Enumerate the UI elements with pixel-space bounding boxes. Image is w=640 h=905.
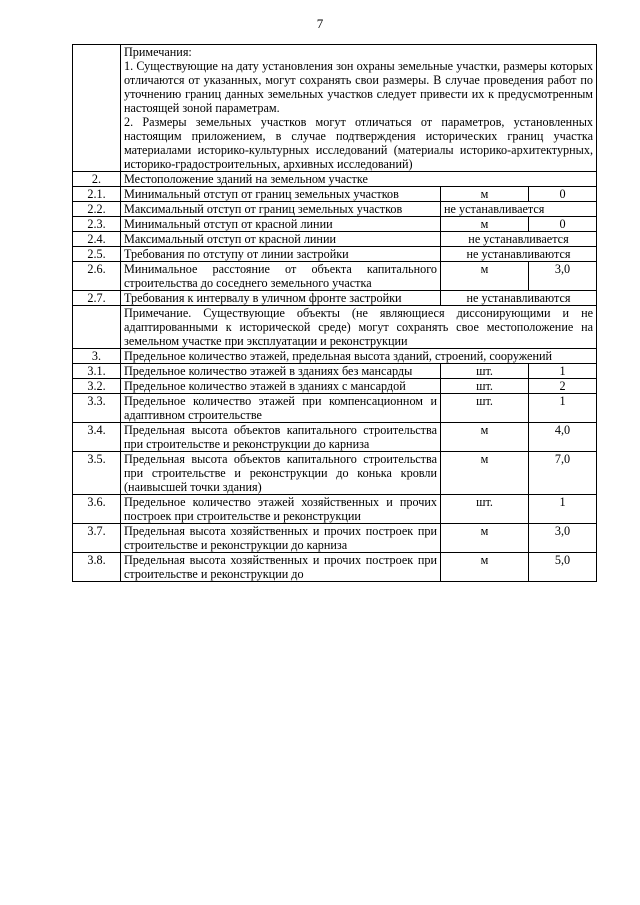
notes-num-cell <box>73 45 121 172</box>
row-num: 2.7. <box>73 291 121 306</box>
row-unit: м <box>441 524 529 553</box>
section-title: Местоположение зданий на земельном участке <box>121 172 597 187</box>
row-merged-value: не устанавливаются <box>441 291 597 306</box>
row-text: Максимальный отступ от красной линии <box>121 232 441 247</box>
row-text: Требования по отступу от линии застройки <box>121 247 441 262</box>
note-num-cell <box>73 306 121 349</box>
section-num: 3. <box>73 349 121 364</box>
table-row <box>73 247 597 262</box>
row-num: 3.6. <box>73 495 121 524</box>
row-value: 2 <box>529 379 597 394</box>
regulations-table <box>72 44 597 582</box>
row-num: 2.6. <box>73 262 121 291</box>
note-2-row <box>73 306 597 349</box>
row-unit: м <box>441 553 529 582</box>
row-unit: шт. <box>441 364 529 379</box>
notes-row <box>73 45 597 172</box>
row-text: Минимальный отступ от границ земельных участков <box>121 187 441 202</box>
row-unit: м <box>441 262 529 291</box>
notes-paragraph-1: 1. Существующие на дату установления зон охраны земельные участки, размеры которых отличаются от указанных, могут сохранять свои размеры. В случае проведения работ по уточнению границ данных земельных участков следует привести их к предусмотренным настоящей зоной параметрам. <box>124 59 594 115</box>
row-num: 3.2. <box>73 379 121 394</box>
row-value: 4,0 <box>529 423 597 452</box>
row-merged-value: не устанавливаются <box>441 247 597 262</box>
table-row <box>73 187 597 202</box>
table-row <box>73 423 597 452</box>
row-text: Минимальный отступ от красной линии <box>121 217 441 232</box>
section-2-row <box>73 172 597 187</box>
row-unit: м <box>441 423 529 452</box>
table-row <box>73 291 597 306</box>
row-unit: м <box>441 217 529 232</box>
row-text: Предельная высота объектов капитального строительства при строительстве и реконструкции до конька кровли (наивысшей точки здания) <box>121 452 441 495</box>
row-value: 1 <box>529 495 597 524</box>
table-row <box>73 379 597 394</box>
row-value: 3,0 <box>529 524 597 553</box>
row-num: 2.1. <box>73 187 121 202</box>
row-value: 0 <box>529 217 597 232</box>
row-num: 3.5. <box>73 452 121 495</box>
row-text: Минимальное расстояние от объекта капитального строительства до соседнего земельного участка <box>121 262 441 291</box>
table-row <box>73 452 597 495</box>
page-number: 7 <box>316 16 324 31</box>
row-text: Максимальный отступ от границ земельных участков <box>121 202 441 217</box>
row-text: Предельная высота объектов капитального строительства при строительстве и реконструкции до карниза <box>121 423 441 452</box>
row-value: 3,0 <box>529 262 597 291</box>
row-text: Требования к интервалу в уличном фронте застройки <box>121 291 441 306</box>
table-row <box>73 553 597 582</box>
row-text: Предельное количество этажей в зданиях с мансардой <box>121 379 441 394</box>
section-title: Предельное количество этажей, предельная высота зданий, строений, сооружений <box>121 349 597 364</box>
row-value: 1 <box>529 394 597 423</box>
row-merged-value: не устанавливается <box>441 232 597 247</box>
row-unit: м <box>441 187 529 202</box>
row-unit: м <box>441 452 529 495</box>
notes-paragraph-2: 2. Размеры земельных участков могут отличаться от параметров, установленных настоящим приложением, в случае подтверждения исторических границ участка материалами историко-культурных исследований (материалы историко-архитектурных, историко-градостроительных, архивных исследований) <box>124 115 594 171</box>
row-merged-value: не устанавливается <box>441 202 597 217</box>
row-text: Предельное количество этажей хозяйственных и прочих построек при строительстве и реконструкции <box>121 495 441 524</box>
row-num: 3.7. <box>73 524 121 553</box>
table-row <box>73 394 597 423</box>
row-num: 2.5. <box>73 247 121 262</box>
section-num: 2. <box>73 172 121 187</box>
table-row <box>73 262 597 291</box>
row-num: 3.4. <box>73 423 121 452</box>
row-text: Предельное количество этажей в зданиях без мансарды <box>121 364 441 379</box>
note-2-text: Примечание. Существующие объекты (не являющиеся диссонирующими и не адаптированными к исторической среде) могут сохранять свое местоположение на земельном участке при эксплуатации и реконструкции <box>121 306 597 349</box>
table-row <box>73 364 597 379</box>
row-num: 2.4. <box>73 232 121 247</box>
table-row <box>73 202 597 217</box>
row-unit: шт. <box>441 379 529 394</box>
row-unit: шт. <box>441 495 529 524</box>
table-row <box>73 217 597 232</box>
row-value: 7,0 <box>529 452 597 495</box>
row-value: 1 <box>529 364 597 379</box>
row-num: 2.2. <box>73 202 121 217</box>
row-num: 3.1. <box>73 364 121 379</box>
table-row <box>73 495 597 524</box>
section-3-row <box>73 349 597 364</box>
notes-title: Примечания: <box>124 45 192 59</box>
row-value: 0 <box>529 187 597 202</box>
row-num: 3.8. <box>73 553 121 582</box>
row-text: Предельная высота хозяйственных и прочих построек при строительстве и реконструкции до <box>121 553 441 582</box>
row-num: 3.3. <box>73 394 121 423</box>
row-num: 2.3. <box>73 217 121 232</box>
table-row <box>73 524 597 553</box>
row-text: Предельное количество этажей при компенсационном и адаптивном строительстве <box>121 394 441 423</box>
row-text: Предельная высота хозяйственных и прочих построек при строительстве и реконструкции до карниза <box>121 524 441 553</box>
row-value: 5,0 <box>529 553 597 582</box>
row-unit: шт. <box>441 394 529 423</box>
table-row <box>73 232 597 247</box>
notes-cell <box>121 45 597 172</box>
